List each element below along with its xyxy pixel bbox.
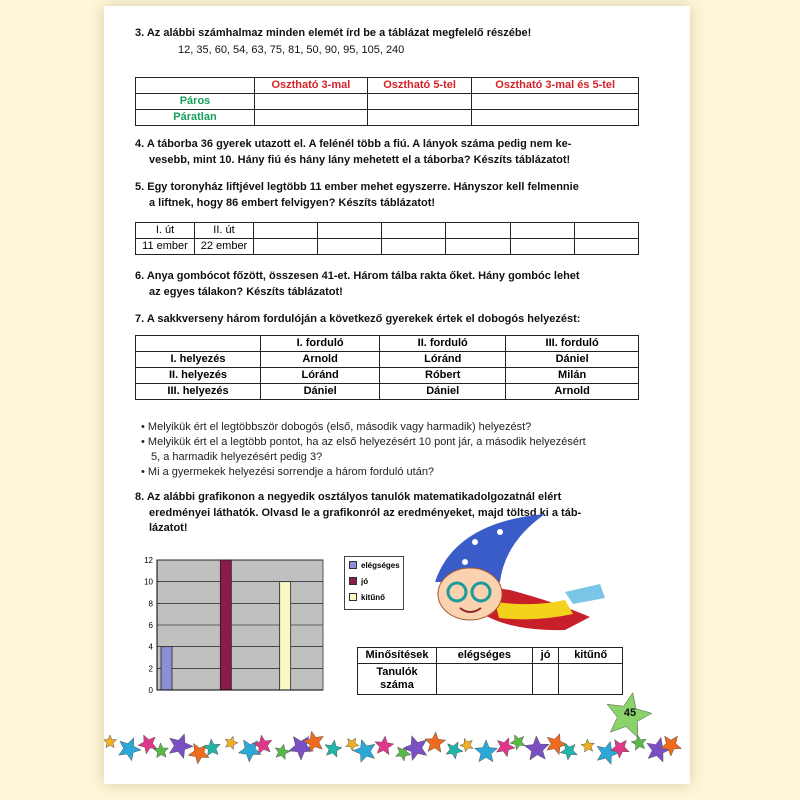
task-8-line2: eredményei láthatók. Olvasd le a grafikonról az eredményeket, majd töltsd ki a táb- (149, 506, 582, 519)
corner-cell (136, 336, 261, 352)
star-icon (425, 732, 446, 752)
hat (435, 514, 545, 582)
place-label: III. helyezés (136, 384, 261, 400)
y-tick-label: 8 (148, 599, 153, 609)
shoes (565, 584, 605, 604)
star-icon (375, 736, 394, 755)
empty-cell[interactable] (318, 239, 382, 255)
empty-cell[interactable] (382, 223, 446, 239)
round-3-header: III. forduló (506, 336, 639, 352)
grade-excellent: kitűnő (559, 648, 623, 664)
star-icon (446, 742, 463, 759)
table-row (136, 352, 639, 368)
legend-item (345, 557, 403, 573)
decorative-stars (104, 693, 681, 765)
task-4-text (135, 137, 571, 168)
list-item: 5, a harmadik helyezésért pedig 3? (151, 451, 323, 463)
number-set: 12, 35, 60, 54, 63, 75, 81, 50, 90, 95, 105, 240 (178, 44, 405, 56)
result-cell: Lóránd (261, 368, 380, 384)
place-label: I. helyezés (136, 352, 261, 368)
task-8-line1: 8. Az alábbi grafikonon a negyedik osztályos tanulók matematikadolgozatnál elért (135, 491, 562, 503)
bar-kitűnő (280, 582, 291, 690)
row-label-odd: Páratlan (136, 110, 255, 126)
table-row (136, 384, 639, 400)
bar-chart (130, 552, 330, 698)
task-6-line1: 6. Anya gombócot főzött, összesen 41-et. Három tálba rakta őket. Hány gombóc lehet (135, 270, 580, 282)
star-icon (460, 739, 473, 752)
star-border (104, 690, 690, 770)
row-label-line2: száma (380, 679, 414, 691)
legend-swatch (349, 561, 357, 569)
star-icon (403, 736, 427, 761)
grade-header: Minősítések (358, 648, 437, 664)
star-icon (353, 740, 375, 763)
gnome-illustration (415, 512, 615, 642)
legend-label: elégséges (361, 560, 400, 570)
star-icon (497, 529, 503, 535)
star-icon (153, 743, 168, 758)
y-tick-label: 2 (148, 664, 153, 674)
grade-sufficient: elégséges (437, 648, 533, 664)
star-icon (462, 559, 468, 565)
place-label: II. helyezés (136, 368, 261, 384)
answer-cell[interactable] (255, 110, 368, 126)
chart-legend (344, 556, 404, 610)
legend-swatch (349, 577, 357, 585)
row-label-even: Páros (136, 94, 255, 110)
y-tick-label: 12 (144, 556, 153, 565)
star-icon (119, 738, 141, 761)
empty-cell[interactable] (382, 239, 446, 255)
star-icon (138, 735, 157, 754)
result-cell: Dániel (380, 384, 506, 400)
empty-cell[interactable] (446, 223, 510, 239)
result-cell: Dániel (506, 352, 639, 368)
round-1-header: I. forduló (261, 336, 380, 352)
task-6-text (135, 269, 580, 300)
empty-cell[interactable] (254, 239, 318, 255)
result-cell: Róbert (380, 368, 506, 384)
task-4-line1: 4. A táborba 36 gyerek utazott el. A felénél több a fiú. A lányok száma pedig nem ke- (135, 138, 572, 150)
grade-good: jó (532, 648, 559, 664)
question-list (141, 420, 586, 480)
answer-cell[interactable] (472, 94, 639, 110)
legend-label: jó (361, 576, 369, 586)
task-3-table (135, 77, 639, 126)
task-8-table (357, 647, 623, 695)
star-icon (661, 736, 682, 756)
result-cell: Lóránd (380, 352, 506, 368)
empty-cell[interactable] (254, 223, 318, 239)
task-5-line2: a liftnek, hogy 86 embert felvigyen? Készíts táblázatot! (149, 196, 436, 209)
star-icon (631, 735, 646, 750)
y-tick-label: 10 (144, 577, 153, 587)
task-6-line2: az egyes tálakon? Készíts táblázatot! (149, 285, 343, 298)
table-row (136, 368, 639, 384)
list-item: • Melyikük ért el a legtöbb pontot, ha az első helyezésért 10 pont jár, a második helyezésért (141, 436, 586, 448)
star-icon (581, 739, 594, 752)
result-cell: Milán (506, 368, 639, 384)
row-label-line1: Tanulók (376, 666, 418, 678)
bar-elégséges (161, 647, 172, 690)
answer-cell[interactable] (255, 94, 368, 110)
answer-cell[interactable] (367, 110, 472, 126)
trip-2-header: II. út (195, 223, 254, 239)
empty-cell[interactable] (510, 239, 574, 255)
result-cell: Arnold (261, 352, 380, 368)
task-7-table (135, 335, 639, 400)
header-div5: Osztható 5-tel (367, 78, 472, 94)
star-icon (203, 739, 220, 756)
corner-cell (136, 78, 255, 94)
empty-cell[interactable] (318, 223, 382, 239)
legend-label: kitűnő (361, 592, 385, 602)
task-7-text: 7. A sakkverseny három fordulóján a következő gyerekek értek el dobogós helyezést: (135, 313, 581, 325)
y-tick-label: 6 (148, 621, 153, 630)
task-5-text (135, 180, 579, 211)
bar-jó (220, 560, 231, 690)
task-3-text: 3. Az alábbi számhalmaz minden elemét írd be a táblázat megfelelő részébe! (135, 27, 532, 39)
empty-cell[interactable] (510, 223, 574, 239)
page-number: 45 (623, 707, 637, 719)
legend-swatch (349, 593, 357, 601)
y-axis-ticks (144, 556, 153, 695)
empty-cell[interactable] (446, 239, 510, 255)
task-5-line1: 5. Egy toronyház liftjével legtöbb 11 ember mehet egyszerre. Hányszor kell felmennie (135, 181, 579, 193)
star-icon (472, 539, 478, 545)
task-4-line2: vesebb, mint 10. Hány fiú és hány lány mehetett el a táborba? Készíts táblázatot! (149, 153, 571, 166)
star-icon (496, 738, 515, 757)
star-icon (275, 744, 290, 759)
header-div3: Osztható 3-mal (255, 78, 368, 94)
star-icon (104, 735, 117, 748)
y-tick-label: 4 (148, 642, 153, 652)
answer-cell[interactable] (472, 110, 639, 126)
empty-cell[interactable] (574, 223, 638, 239)
star-icon (475, 740, 498, 762)
task-5-table (135, 222, 639, 255)
legend-item (345, 589, 403, 605)
list-item: • Melyikük ért el legtöbbször dobogós (első, második vagy harmadik) helyezést? (141, 421, 532, 433)
list-item: • Mi a gyermekek helyezési sorrendje a három forduló után? (141, 466, 435, 478)
star-icon (325, 740, 342, 757)
trip-1-value: 11 ember (136, 239, 195, 255)
star-icon (225, 736, 238, 749)
star-icon (524, 736, 549, 760)
trip-1-header: I. út (136, 223, 195, 239)
round-2-header: II. forduló (380, 336, 506, 352)
empty-cell[interactable] (574, 239, 638, 255)
answer-cell[interactable] (367, 94, 472, 110)
legend-item (345, 573, 403, 589)
header-div15: Osztható 3-mal és 5-tel (472, 78, 639, 94)
trip-2-value: 22 ember (195, 239, 254, 255)
y-tick-label: 0 (148, 686, 153, 695)
result-cell: Arnold (506, 384, 639, 400)
result-cell: Dániel (261, 384, 380, 400)
task-8-line3: lázatot! (149, 522, 188, 534)
